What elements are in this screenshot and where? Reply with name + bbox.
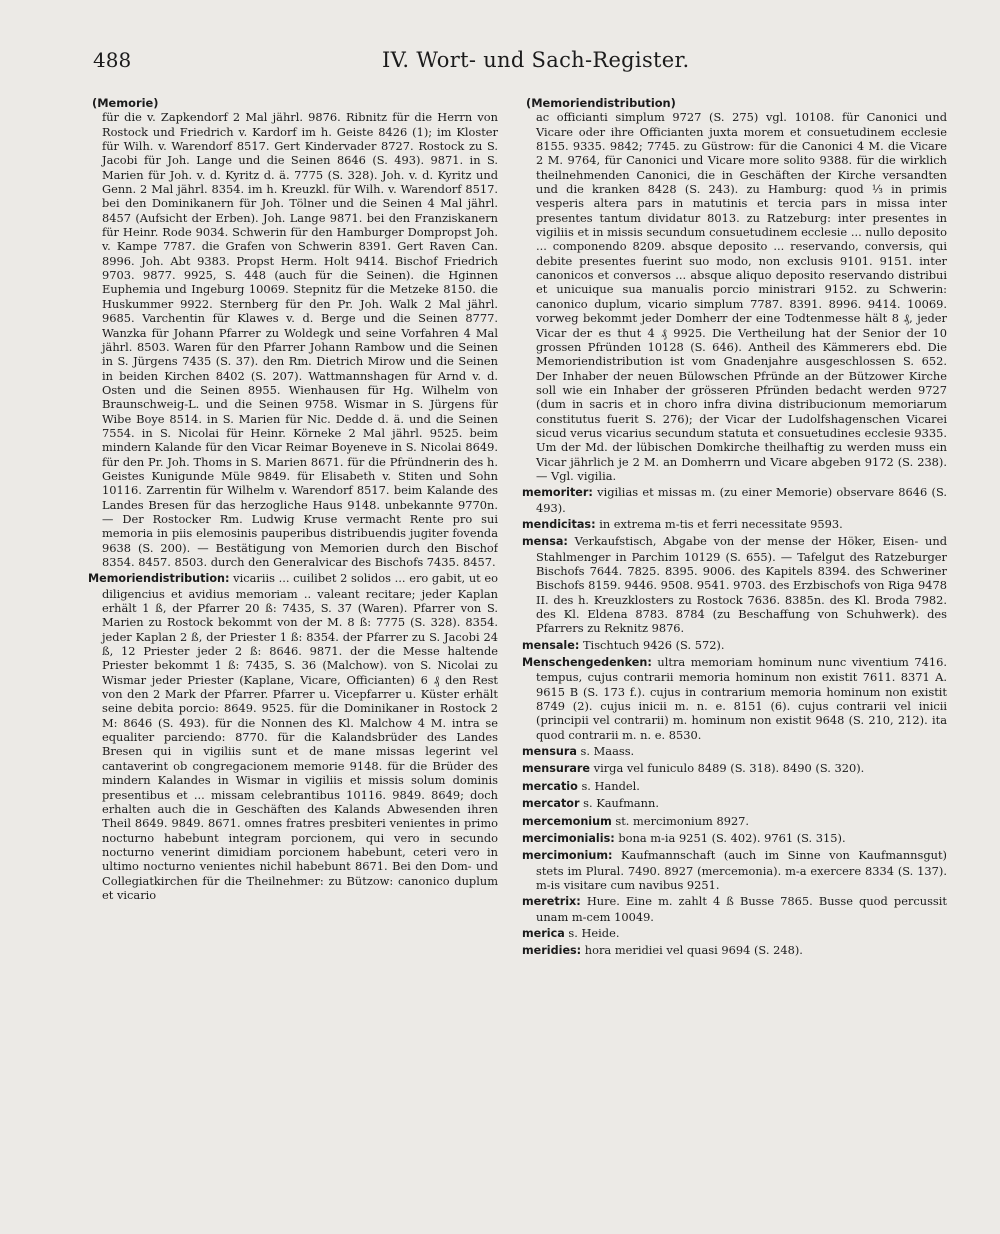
entry-text: vicariis ... cuilibet 2 solidos ... ero gabit, ut eo diligencius et avidius memoriam .. valeant recitare; jeder Kaplan erhält 1 ß, der Pfarrer 20 ß: 7435, S. 37 (Waren). Pfarrer von S. Marien zu Rostock bekommt von der M. 8 ß: 7775 (S. 328). 8354. jeder Kaplan 2 ß, der Priester 1 ß: 8354. der Pfarrer zu S. Jacobi 24 ß, 12 Priester jeder 2 ß: 8646. 9871. der die Messe haltende Priester bekommt 1 ß: 7435, S. 36 (Malchow). von S. Nicolai zu Wismar jeder Priester (Kaplane, Vicare, Officianten) 6 ₰ den Rest von den 2 Mark der Pfarrer. Pfarrer u. Vicepfarrer u. Küster erhält seine debita porcio: 8649. 9525. für die Dominikaner in Rostock 2 M: 8646 (S. 493). für die Nonnen des Kl. Malchow 4 M. intra se equaliter parciendo: 8770. für die Kalandsbrüder des Landes Bresen qui in vigiliis sunt et de mane missas legerint vel cantaverint ob congregacionem memorie 9148. für die Brüder des mindern Kalandes in Wismar in vigiliis et missis solum dominis presentibus et ... missam celebrantibus 10116. 9849. 8649; doch erhalten auch die in Geschäften des Kalands Abwesenden ihren Theil 8649. 9849. 8671. omnes fratres presbiteri venientes in primo nocturno habebunt integram porcionem, qui vero in secundo nocturno venerint dimidiam porcionem habebunt, ceteri vero in ultimo nocturno venientes nichil habebunt 8671. Bei den Dom- und Collegiatkirchen für die Theilnehmer: zu Bützow: canonico duplum et vicario xyxy=(102,571,498,902)
entry-lemma: Memoriendistribution: xyxy=(88,572,230,586)
continuation-entry: ac officianti simplum 9727 (S. 275) vgl. 10108. für Canonici und Vicare oder ihre Officianten juxta morem et consuetudinem ecclesie 8155. 9335. 9842; 7745. zu Güstrow: für die Canonici 4 M. die Vicare 2 M. 9764, für Canonici und Vicare more solito 9388. für die wirklich theilnehmenden Canonici, die in Geschäften der Kirche versandten und die kranken 8428 (S. 243). zu Hamburg: quod ⅓ in primis vesperis altera pars in matutinis et tercia pars in missa inter presentes tantum dividatur 8013. zu Ratzeburg: inter presentes in vigiliis et in missis secundum consuetudinem ecclesie ... nullo deposito ... componendo 8209. absque deposito ... reservando, conversis, qui debite presentes fuerint suo modo, non exclusis 9101. 9151. inter canonicos et conversos ... absque aliquo deposito reservando distribui et unicuique sua manualis porcio ministrari 9152. zu Schwerin: canonico duplum, vicario simplum 7787. 8391. 8996. 9414. 10069. vorweg bekommt jeder Domherr der eine Todtenmesse hält 8 ₰, jeder Vicar der es thut 4 ₰ 9925. Die Vertheilung hat der Senior der 10 grossen Pfründen 10128 (S. 646). Antheil des Kämmerers ebd. Die Memoriendistribution ist vom Gnadenjahre ausgeschlossen S. 652. Der Inhaber der neuen Bülowschen Pfründe an der Bützower Kirche soll wie ein Inhaber der grösseren Pfründen bedacht werden 9727 (dum in sacris et in choro infra divina distribucionum memoriarum constitutus fuerit S. 276); der Vicar der Ludolfshagenschen Vicarei sicud verus vicarius secundum statuta et consuetudines ecclesie 9335. Um der Md. der lübischen Domkirche theilhaftig zu werden muss ein Vicar jährlich je 2 M. an Domherrn und Vicare abgeben 9172 (S. 238). — Vgl. vigilia. xyxy=(536,110,947,483)
index-entry xyxy=(522,638,947,653)
page-title: IV. Wort- und Sach-Register. xyxy=(382,48,690,72)
index-entry xyxy=(522,943,947,958)
index-entry xyxy=(522,485,947,515)
index-entry xyxy=(522,744,947,759)
entry-text: Tischtuch 9426 (S. 572). xyxy=(582,637,725,652)
index-entry xyxy=(522,814,947,829)
entry-text: s. Handel. xyxy=(581,778,640,793)
entry-text: vigilias et missas m. (zu einer Memorie) observare 8646 (S. 493). xyxy=(536,485,947,515)
entry-text: s. Kaufmann. xyxy=(583,796,659,811)
entry-lemma: mensura xyxy=(522,745,577,759)
entry-text: s. Maass. xyxy=(580,744,635,759)
index-entry xyxy=(522,894,947,924)
right-column xyxy=(522,96,947,1150)
continuation-entry: für die v. Zapkendorf 2 Mal jährl. 9876. Ribnitz für die Herrn von Rostock und Friedrich v. Kardorf im h. Geiste 8426 (1); im Kloster für Wilh. v. Warendorf 8517. Gert Kindervader 8727. Rostock zu S. Jacobi für Joh. Lange und die Seinen 8646 (S. 493). 9871. in S. Marien für Joh. v. d. Kyritz d. ä. 7775 (S. 328). Joh. v. d. Kyritz und Genn. 2 Mal jährl. 8354. im h. Kreuzkl. für Wilh. v. Warendorf 8517. bei den Dominikanern für Joh. Tölner und die Seinen 4 Mal jährl. 8457 (Aufsicht der Erben). Joh. Lange 9871. bei den Franziskanern für Heinr. Rode 9034. Schwerin für den Hamburger Dompropst Joh. v. Kampe 7787. die Grafen von Schwerin 8391. Gert Raven Can. 8996. Joh. Abt 9383. Propst Herm. Holt 9414. Bischof Friedrich 9703. 9877. 9925, S. 448 (auch für die Seinen). die Hginnen Euphemia und Ingeburg 10069. Stepnitz für die Metzeke 8150. die Huskummer 9922. Sternberg für den Pr. Joh. Walk 2 Mal jährl. 9685. Varchentin für Klawes v. d. Berge und die Seinen 8777. Wanzka für Johann Pfarrer zu Woldegk und seine Vorfahren 4 Mal jährl. 8503. Waren für den Pfarrer Johann Rambow und die Seinen in S. Jürgens 7435 (S. 37). den Rm. Dietrich Mirow und die Seinen in beiden Kirchen 8402 (S. 207). Wattmannshagen für Arnd v. d. Osten und die Seinen 8955. Wienhausen für Hg. Wilhelm von Braunschweig-L. und die Seinen 9758. Wismar in S. Jürgens für Wibe Boye 8514. in S. Marien für Nic. Dedde d. ä. und die Seinen 7554. in S. Nicolai für Heinr. Körneke 2 Mal jährl. 9525. beim mindern Kalande für den Vicar Reimar Boyeneve in S. Nicolai 8649. für den Pr. Joh. Thoms in S. Marien 8671. für die Pfründnerin des h. Geistes Kunigunde Müle 9849. für Elisabeth v. Stiten und Sohn 10116. Zarrentin für Wilhelm v. Warendorf 8517. beim Kalande des Landes Bresen für das herzogliche Haus 9148. unbekannte 9770n. — Der Rostocker Rm. Ludwig Kruse vermacht Rente pro sui memoria in piis elemosinis pauperibus distribuendis jugiter fovenda 9638 (S. 200). — Bestätigung von Memorien durch den Bischof 8354. 8457. 8503. durch den Generalvicar des Bischofs 7435. 8457. xyxy=(102,110,498,569)
entry-lemma: mensale: xyxy=(522,638,580,652)
index-entry xyxy=(88,571,498,902)
entry-lemma: mensurare xyxy=(522,762,591,776)
entry-text: hora meridiei vel quasi 9694 (S. 248). xyxy=(584,943,803,958)
left-column xyxy=(88,96,498,1150)
index-entry xyxy=(522,779,947,794)
entry-lemma: meridies: xyxy=(522,944,582,958)
entry-text: virga vel funiculo 8489 (S. 318). 8490 (S. 320). xyxy=(593,761,865,776)
index-entry xyxy=(522,655,947,742)
entry-text: in extrema m-tis et ferri necessitate 9593. xyxy=(599,516,843,531)
entry-text: s. Heide. xyxy=(568,925,620,940)
index-entry xyxy=(522,831,947,846)
entry-text: st. mercimonium 8927. xyxy=(615,813,750,828)
entry-text: ultra memoriam hominum nunc viventium 7416. tempus, cujus contrarii memoria hominum non existit 7611. 8371 A. 9615 B (S. 173 f.). cujus in contrarium memoria hominum non existit 8749 (2). cujus inicii m. n. e. 8151 (6). cujus contrarii vel inicii (principii vel contrarii) m. hominum non existit 9648 (S. 210, 212). ita quod contrarii m. n. e. 8530. xyxy=(536,655,947,742)
entry-lemma: mercatio xyxy=(522,779,578,793)
entry-text: Kaufmannschaft (auch im Sinne von Kaufmannsgut) stets im Plural. 7490. 8927 (mercemonia). m-a exercere 8334 (S. 137). m-is visitare cum navibus 9251. xyxy=(536,848,947,892)
entry-lemma: mensa: xyxy=(522,535,568,549)
index-entry xyxy=(522,534,947,635)
entry-lemma: mercimonialis: xyxy=(522,831,615,845)
entry-lemma: mendicitas: xyxy=(522,517,596,531)
entry-lemma: mercator xyxy=(522,797,580,811)
index-entry xyxy=(522,848,947,892)
entry-lemma: merica xyxy=(522,926,565,940)
index-entry xyxy=(522,761,947,776)
entry-lemma: meretrix: xyxy=(522,895,581,909)
index-entry xyxy=(522,796,947,811)
entry-lemma: mercimonium: xyxy=(522,849,613,863)
entry-list xyxy=(88,571,498,902)
entry-lemma: memoriter: xyxy=(522,486,593,500)
page-number: 488 xyxy=(93,48,132,72)
entry-text: bona m-ia 9251 (S. 402). 9761 (S. 315). xyxy=(618,830,846,845)
running-head: (Memoriendistribution) xyxy=(526,96,676,110)
running-head: (Memorie) xyxy=(92,96,159,110)
index-entry xyxy=(522,926,947,941)
entry-lemma: mercemonium xyxy=(522,814,612,828)
entry-list xyxy=(522,485,947,958)
entry-text: Verkaufstisch, Abgabe von der mense der Höker, Eisen- und Stahlmenger in Parchim 10129 (S. 655). — Tafelgut des Ratzeburger Bischofs 7644. 7825. 8395. 9006. des Kapitels 8394. des Schweriner Bischofs 8159. 9446. 9508. 9541. 9703. des Erzbischofs von Riga 9478 II. des h. Kreuzklosters zu Rostock 7636. 8385n. des Kl. Broda 7982. des Kl. Eldena 8783. 8784 (zu Beschaffung von Schuhwerk). des Pfarrers zu Reknitz 9876. xyxy=(536,534,947,636)
entry-text: Hure. Eine m. zahlt 4 ß Busse 7865. Busse quod percussit unam m-cem 10049. xyxy=(536,894,947,924)
index-entry xyxy=(522,517,947,532)
entry-lemma: Menschengedenken: xyxy=(522,656,652,670)
